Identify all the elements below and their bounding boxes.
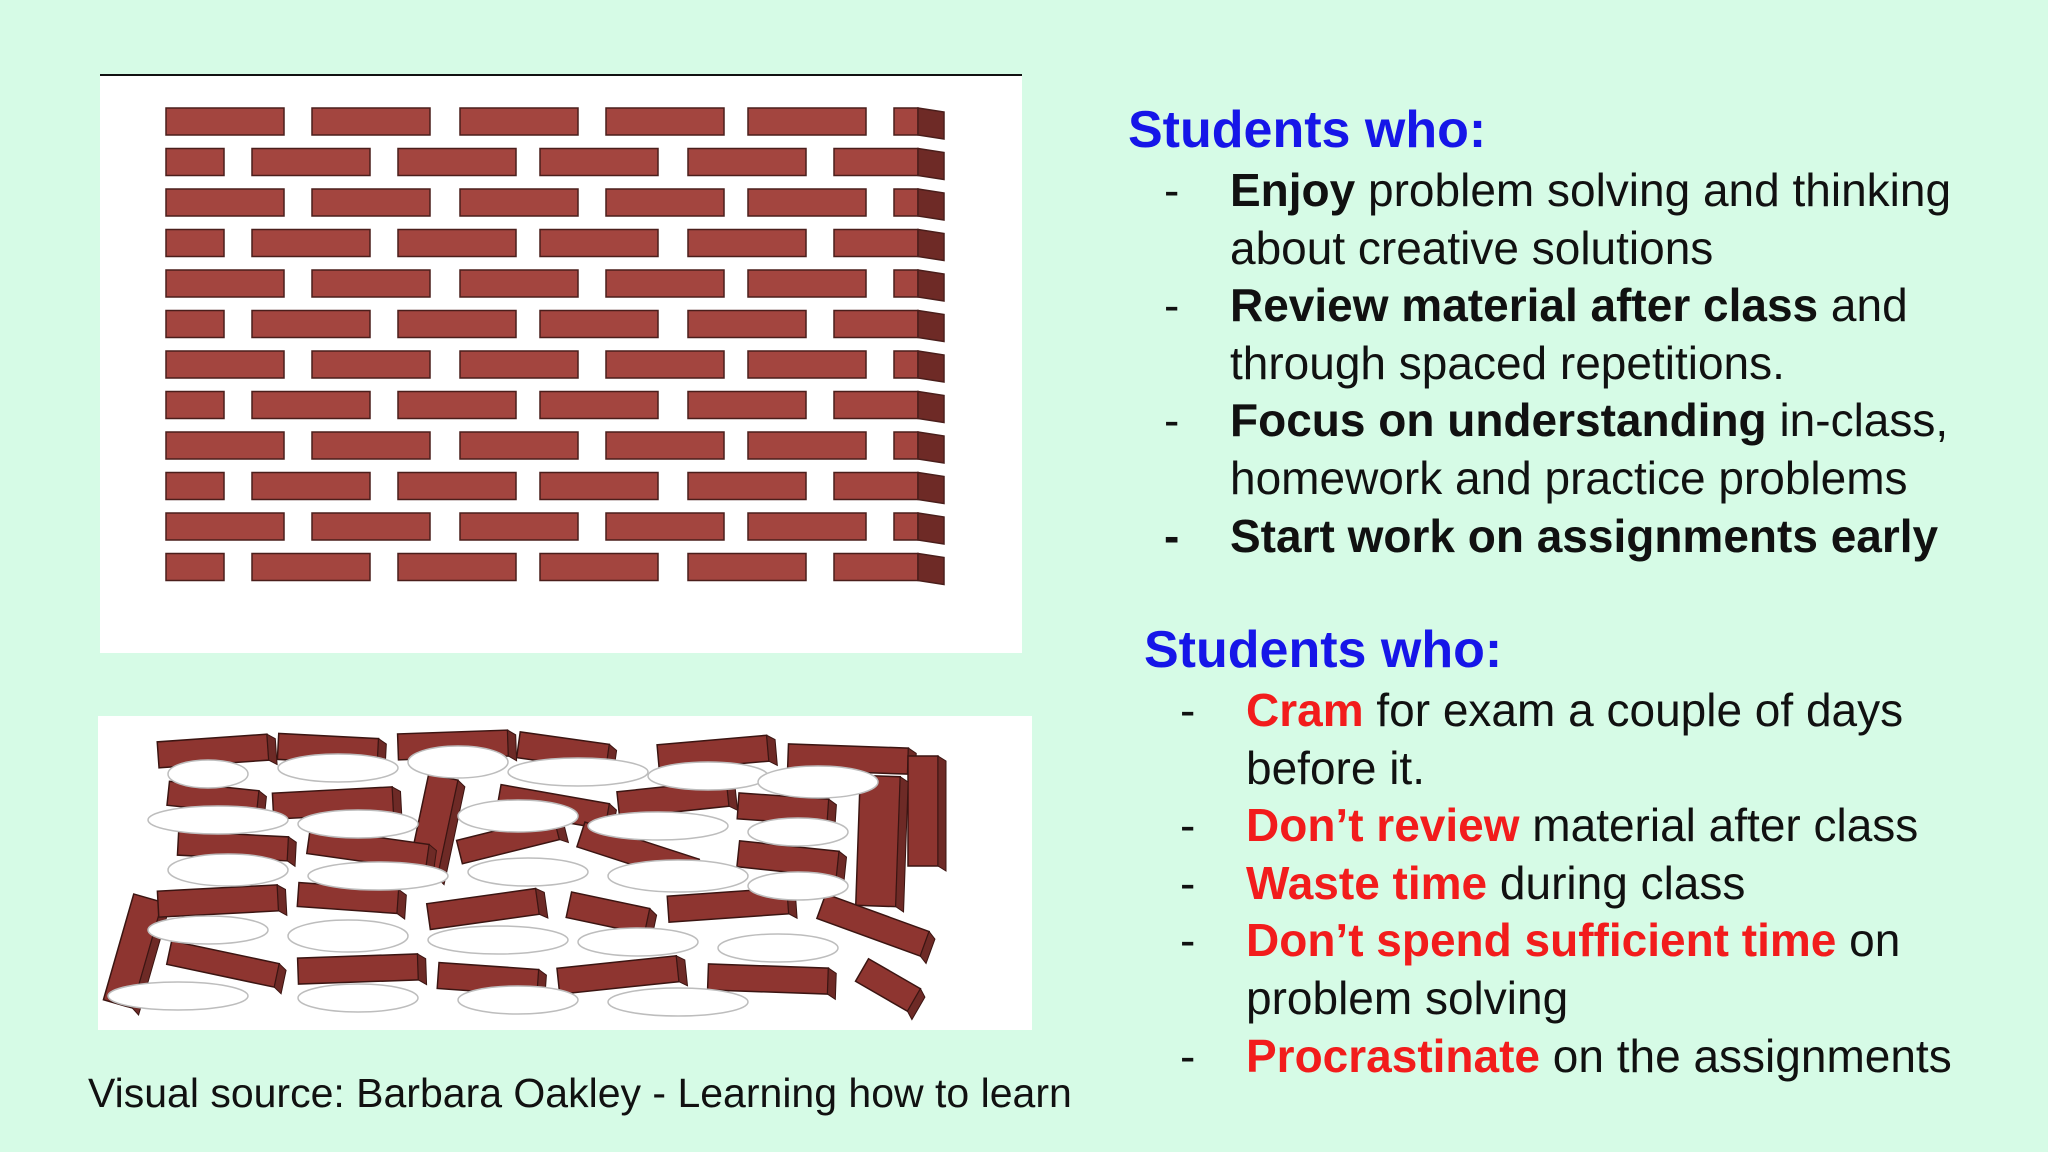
item-text: and through spaced repetitions. [1230,279,1908,389]
brick [688,149,806,176]
brick [312,351,430,378]
brick [166,108,284,135]
brick [834,392,918,419]
brick [856,775,901,906]
brick [748,108,866,135]
brick [252,149,370,176]
brick [540,149,658,176]
brick-side [277,884,287,915]
brick [894,108,918,135]
brick-side [397,890,407,919]
list-item [1144,912,2034,1027]
brick-side [918,149,944,180]
brick [167,941,280,987]
brick [460,108,578,135]
brick [398,554,516,581]
image-caption: Visual source: Barbara Oakley - Learning how to learn [88,1070,1072,1116]
brick [460,189,578,216]
bad-habits-section [1144,618,2034,1085]
brick [398,392,516,419]
mortar-blob [298,810,418,838]
brick-side [918,351,944,382]
item-text: in-class, homework and practice problems [1230,394,1949,504]
bullet-dash: - [1180,799,1196,852]
brick-side [918,270,944,301]
brick-side [267,734,277,765]
brick [166,513,284,540]
brick [166,554,224,581]
brick [834,554,918,581]
brick-side [918,392,944,423]
bullet-dash: - [1164,394,1180,447]
brick [834,149,918,176]
mortar-blob [758,766,878,798]
list-item [1144,797,2034,855]
crumbling-wall-image [98,716,1032,1030]
mortar-blob [428,926,568,954]
brick [460,513,578,540]
brick [606,189,724,216]
list-item [1144,855,2034,913]
brick [834,311,918,338]
bullet-dash: - [1180,1029,1196,1082]
brick-side [918,189,944,220]
warning-text: Procrastinate [1246,1029,1541,1082]
list-item [1128,508,2028,566]
brick-side [918,108,944,139]
mortar-blob [288,920,408,952]
brick [312,513,430,540]
brick-side [287,837,297,866]
warning-text: Don’t spend sufficient time [1246,914,1837,967]
mortar-blob [108,982,248,1010]
brick [252,311,370,338]
emphasis-text: Start work on assignments early [1230,509,1939,562]
item-text: on the assignments [1540,1029,1952,1082]
brick [252,473,370,500]
brick [894,513,918,540]
brick [427,888,540,929]
brick [298,954,419,984]
brick [894,432,918,459]
brick [606,351,724,378]
brick [688,230,806,257]
mortar-blob [608,860,748,892]
mortar-blob [468,858,588,886]
brick-wall-icon [100,76,1022,653]
mortar-blob [298,984,418,1012]
brick [688,554,806,581]
item-text: problem solving and thinking about creative solutions [1230,164,1952,274]
brick [166,149,224,176]
item-text: material after class [1519,799,1919,852]
brick [688,473,806,500]
brick-side [918,311,944,342]
mortar-blob [148,916,268,944]
mortar-blob [458,986,578,1014]
brick [460,432,578,459]
brick [166,473,224,500]
brick [312,189,430,216]
bullet-dash: - [1164,279,1180,332]
brick [688,311,806,338]
brick [166,311,224,338]
brick [856,959,921,1012]
brick [252,554,370,581]
brick [460,351,578,378]
brick-side [918,230,944,261]
brick [606,432,724,459]
bullet-dash: - [1180,684,1196,736]
section-heading: Students who: [1144,621,1503,679]
brick [312,270,430,297]
brick [540,392,658,419]
brick-side [918,473,944,504]
brick-side [827,968,836,999]
mortar-blob [408,746,508,778]
brick-side [508,730,517,761]
good-habits-section [1128,98,2028,565]
brick [398,149,516,176]
mortar-blob [718,934,838,962]
list-item [1144,1028,2034,1086]
brick [540,230,658,257]
item-text: during class [1487,856,1746,909]
brick [834,473,918,500]
mortar-blob [648,762,768,790]
brick [708,964,829,994]
brick-side [918,554,944,585]
item-text: on problem solving [1246,914,1901,1024]
brick [398,473,516,500]
brick-side [418,954,427,985]
mortar-blob [508,758,648,786]
brick [398,230,516,257]
warning-text: Waste time [1246,856,1488,909]
brick-side [918,432,944,463]
brick [166,351,284,378]
section-heading: Students who: [1128,101,1487,159]
emphasis-text: Enjoy [1230,164,1356,216]
brick [834,230,918,257]
brick [894,270,918,297]
list-item [1128,392,2028,507]
brick [606,513,724,540]
brick [166,189,284,216]
emphasis-text: Focus on understanding [1230,394,1767,447]
brick [312,432,430,459]
brick [748,432,866,459]
brick [748,189,866,216]
brick [540,473,658,500]
brick [312,108,430,135]
item-text: for exam a couple of days before it. [1246,684,1904,794]
brick [252,230,370,257]
brick [894,189,918,216]
brick [908,756,938,866]
mortar-blob [578,928,698,956]
warning-text: Cram [1246,684,1364,736]
brick [606,270,724,297]
mortar-blob [608,988,748,1016]
brick [540,311,658,338]
mortar-blob [458,800,578,832]
brick [398,311,516,338]
mortar-blob [168,760,248,788]
bullet-dash: - [1164,164,1180,216]
bullet-dash: - [1164,509,1180,562]
mortar-blob [168,854,288,886]
warning-text: Don’t review [1246,799,1520,852]
mortar-blob [278,754,398,782]
brick [166,270,284,297]
brick [894,351,918,378]
brick [748,351,866,378]
brick [166,392,224,419]
crumbling-brick-wall-icon [98,716,1032,1030]
brick-wall-image [100,74,1022,653]
mortar-blob [308,862,448,890]
brick [748,513,866,540]
mortar-blob [588,812,728,840]
brick [252,392,370,419]
brick [157,885,278,917]
brick [688,392,806,419]
brick-side [918,513,944,544]
brick [166,230,224,257]
emphasis-text: Review material after class [1230,279,1819,332]
brick [460,270,578,297]
bullet-dash: - [1180,914,1196,967]
brick [606,108,724,135]
list-item [1144,682,2034,797]
list-item [1128,162,2028,277]
mortar-blob [148,806,288,834]
brick-side [938,756,946,871]
mortar-blob [748,872,848,900]
brick [748,270,866,297]
list-item [1128,277,2028,392]
brick [540,554,658,581]
mortar-blob [748,818,848,846]
bullet-dash: - [1180,856,1196,909]
brick [166,432,284,459]
